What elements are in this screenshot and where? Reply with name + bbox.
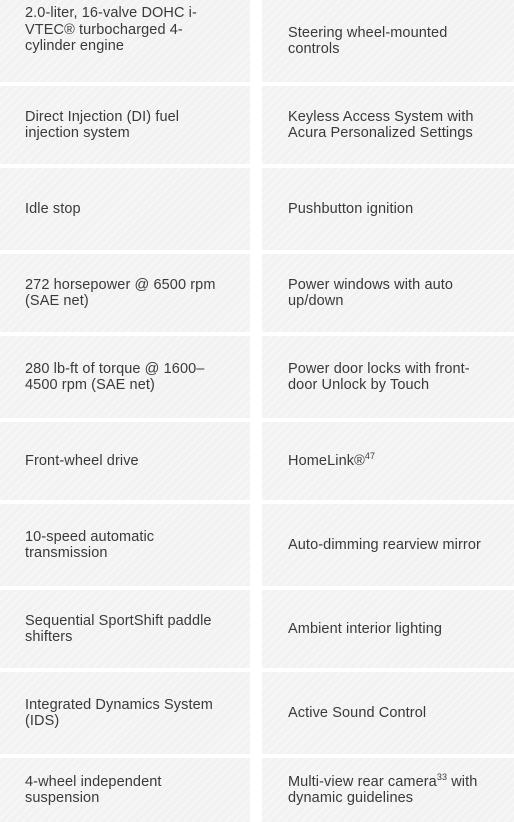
feature-text: 4-wheel independent suspension — [25, 773, 162, 806]
feature-text: 272 horsepower @ 6500 rpm (SAE net) — [25, 276, 216, 309]
feature-cell — [262, 336, 514, 418]
feature-cell — [0, 422, 250, 500]
feature-text: 2.0-liter, 16-valve DOHC i-VTEC® turbocharged 4-cylinder engine — [25, 5, 197, 55]
feature-text: Auto-dimming rearview mirror — [288, 536, 481, 553]
feature-cell — [262, 504, 514, 586]
feature-text-rest: with dynamic guidelines — [288, 773, 478, 806]
feature-cell — [0, 758, 250, 822]
feature-text: Integrated Dynamics System (IDS) — [25, 696, 213, 729]
feature-text: 280 lb-ft of torque @ 1600–4500 rpm (SAE net) — [25, 360, 205, 393]
feature-cell — [0, 254, 250, 332]
feature-cell — [0, 168, 250, 250]
feature-text-main: Multi-view rear camera — [288, 773, 437, 790]
footnote-marker: 47 — [364, 450, 376, 461]
feature-text: Idle stop — [25, 200, 81, 217]
feature-cell — [262, 254, 514, 332]
feature-text: Active Sound Control — [288, 704, 427, 721]
feature-cell — [262, 590, 514, 668]
feature-text: Front-wheel drive — [25, 452, 139, 469]
feature-text: Power door locks with front-door Unlock by Touch — [288, 360, 470, 393]
feature-cell — [0, 590, 250, 668]
feature-cell — [0, 86, 250, 164]
feature-cell — [0, 0, 250, 82]
feature-cell — [0, 504, 250, 586]
feature-text: Steering wheel-mounted controls — [288, 24, 448, 57]
feature-cell — [262, 168, 514, 250]
feature-text-main: HomeLink® — [288, 452, 365, 469]
feature-text: Power windows with auto up/down — [288, 276, 454, 309]
feature-text: Sequential SportShift paddle shifters — [25, 612, 212, 645]
feature-text: Direct Injection (DI) fuel injection system — [25, 108, 180, 141]
feature-text: Ambient interior lighting — [288, 620, 443, 637]
feature-cell — [262, 0, 514, 82]
feature-cell — [262, 758, 514, 822]
feature-text: Pushbutton ignition — [288, 200, 414, 217]
feature-cell — [262, 672, 514, 754]
feature-text: 10-speed automatic transmission — [25, 528, 155, 561]
feature-text: Keyless Access System with Acura Personalized Settings — [288, 108, 474, 141]
feature-cell — [0, 672, 250, 754]
feature-text — [288, 771, 492, 807]
feature-cell — [262, 422, 514, 500]
footnote-marker: 33 — [436, 771, 448, 782]
feature-cell — [262, 86, 514, 164]
feature-cell — [0, 336, 250, 418]
feature-text — [288, 450, 376, 470]
